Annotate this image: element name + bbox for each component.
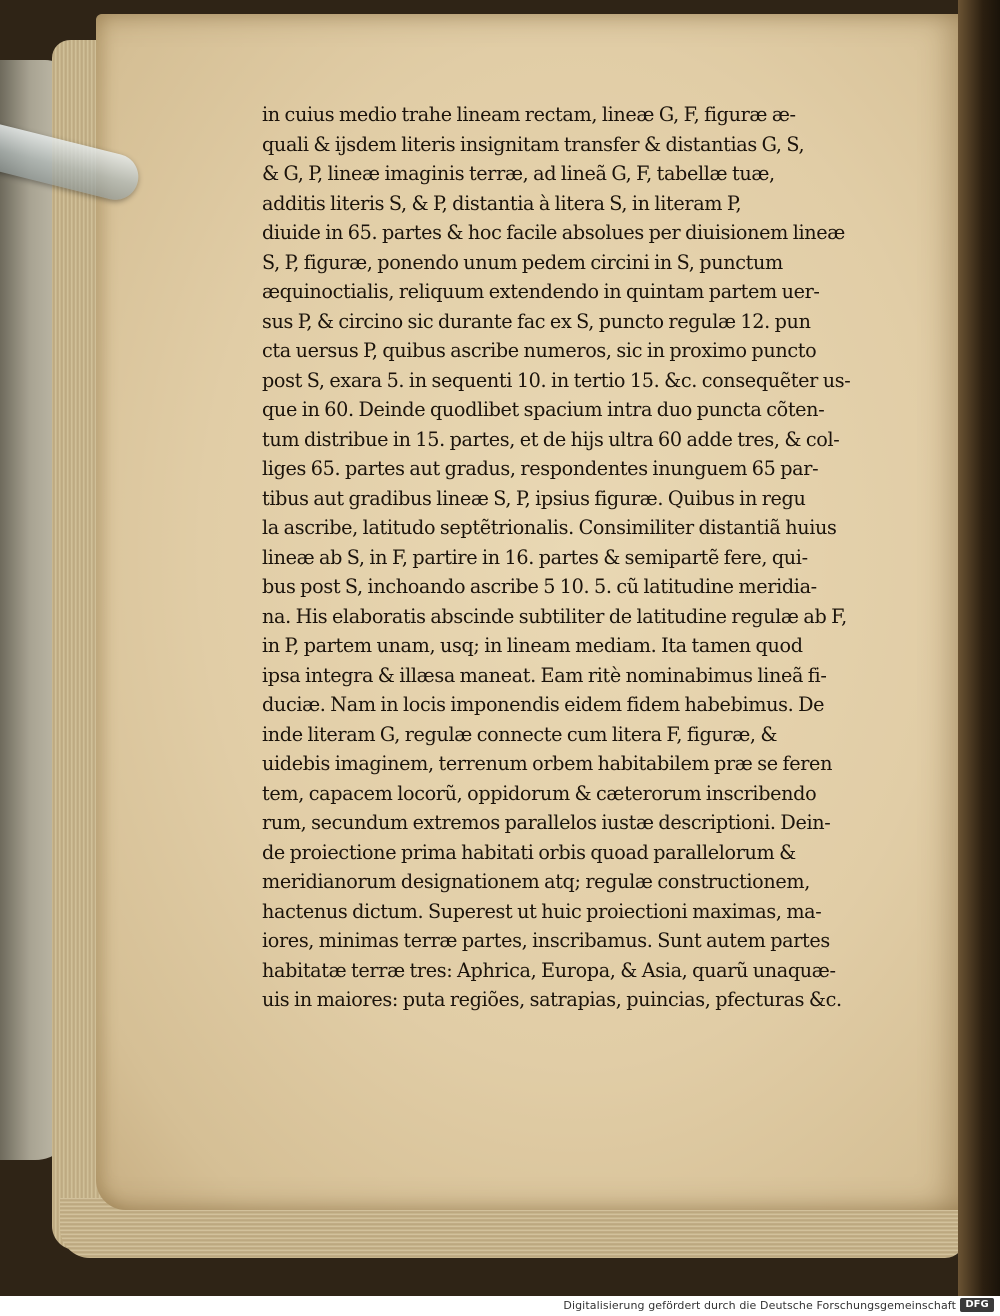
text-line: la ascribe, latitudo septẽtrionalis. Consimiliter distantiã huius	[262, 516, 837, 539]
text-line: na. His elaboratis abscinde subtiliter de latitudine regulæ ab F,	[262, 604, 847, 628]
text-line: meridianorum designationem atq; regulæ constructionem,	[262, 870, 810, 893]
body-text	[262, 100, 874, 1015]
text-line: liges 65. partes aut gradus, respondentes inunguem 65 par-	[262, 457, 819, 480]
text-line: in cuius medio trahe lineam rectam, lineæ G, F, figuræ æ-	[262, 103, 796, 126]
book-gutter	[958, 0, 1000, 1296]
text-line: uis in maiores: puta regiões, satrapias, puincias, pfecturas &c.	[262, 988, 842, 1011]
text-line: habitatæ terræ tres: Aphrica, Europa, & Asia, quarũ unaquæ-	[262, 958, 836, 982]
text-line: uidebis imaginem, terrenum orbem habitabilem præ se feren	[262, 752, 833, 775]
text-line: de proiectione prima habitati orbis quoad parallelorum &	[262, 840, 796, 864]
text-line: bus post S, inchoando ascribe 5 10. 5. cũ latitudine meridia-	[262, 575, 817, 598]
text-line: tibus aut gradibus lineæ S, P, ipsius figuræ. Quibus in regu	[262, 486, 806, 510]
text-line: diuide in 65. partes & hoc facile absolues per diuisionem lineæ	[262, 221, 845, 244]
text-line: tum distribue in 15. partes, et de hijs ultra 60 adde tres, & col-	[262, 427, 840, 451]
text-line: ipsa integra & illæsa maneat. Eam ritè nominabimus lineã fi-	[262, 663, 827, 687]
text-line: in P, partem unam, usq; in lineam mediam. Ita tamen quod	[262, 634, 803, 657]
text-line: sus P, & circino sic durante fac ex S, puncto regulæ 12. pun	[262, 309, 811, 333]
text-line: rum, secundum extremos parallelos iustæ descriptioni. Dein-	[262, 811, 831, 834]
text-line: hactenus dictum. Superest ut huic proiectioni maximas, ma-	[262, 899, 822, 923]
text-line: S, P, figuræ, ponendo unum pedem circini in S, punctum	[262, 250, 783, 274]
text-line: tem, capacem locorũ, oppidorum & cæterorum inscribendo	[262, 781, 817, 805]
text-line: inde literam G, regulæ connecte cum litera F, figuræ, &	[262, 722, 778, 746]
text-line: lineæ ab S, in F, partire in 16. partes & semipartẽ fere, qui-	[262, 545, 808, 569]
dfg-logo: DFG	[960, 1298, 994, 1312]
text-line: æquinoctialis, reliquum extendendo in quintam partem uer-	[262, 280, 820, 303]
text-line: duciæ. Nam in locis imponendis eidem fidem habebimus. De	[262, 693, 825, 716]
footer-credit: Digitalisierung gefördert durch die Deutsche Forschungsgemeinschaft	[563, 1299, 956, 1312]
text-line: iores, minimas terræ partes, inscribamus. Sunt autem partes	[262, 929, 830, 952]
text-line: & G, P, lineæ imaginis terræ, ad lineã G, F, tabellæ tuæ,	[262, 162, 775, 185]
text-line: que in 60. Deinde quodlibet spacium intra duo puncta cõten-	[262, 398, 825, 421]
text-line: quali & ijsdem literis insignitam transfer & distantias G, S,	[262, 132, 805, 156]
text-line: post S, exara 5. in sequenti 10. in tertio 15. &c. consequẽter us-	[262, 368, 851, 392]
text-line: additis literis S, & P, distantia à litera S, in literam P,	[262, 191, 742, 215]
text-line: cta uersus P, quibus ascribe numeros, sic in proximo puncto	[262, 339, 817, 362]
